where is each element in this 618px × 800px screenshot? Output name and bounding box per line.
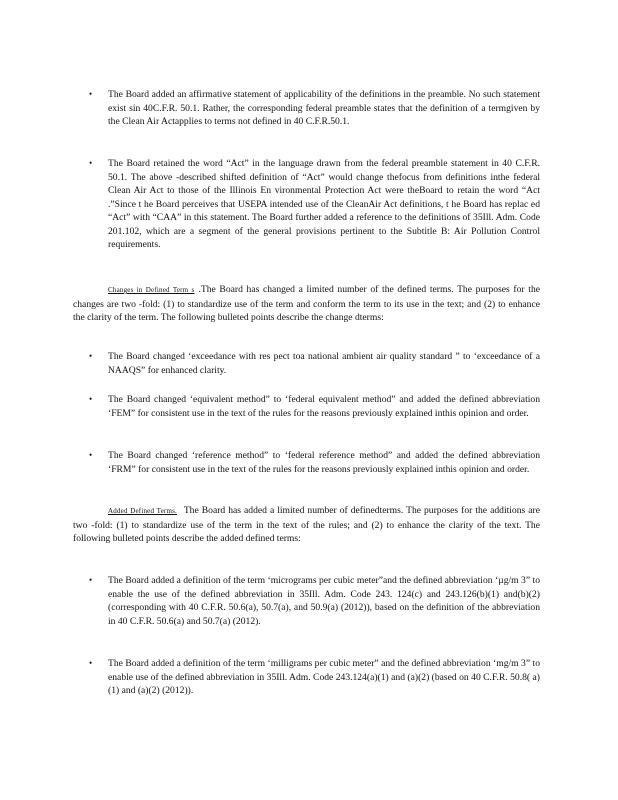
section-body: The Board has added a limited number of definedterms. The purposes for the additions are two -fold: (1) to standardize use of the term in the text of the rules; and (2) to enhance the clarity of the text. The following bulleted points describe the added defined terms:: [73, 505, 540, 544]
bullet-text: The Board changed ‘equivalent method” to ‘federal equivalent method” and added the defined abbreviation ‘FEM” for consistent use in the text of the rules for the reasons previously explained inthis opinion and order.: [108, 394, 540, 419]
bullet-item: [89, 574, 540, 628]
section-added-defined-terms: [73, 504, 540, 546]
bullet-text: The Board added a definition of the term ‘micrograms per cubic meter”and the defined abbreviation ‘µg/m 3” to enable the use of the defined abbreviation in 35Ill. Adm. Code 243. 124(c) and 243.126(b)(1) and(b)(2) (corresponding with 40 C.F.R. 50.6(a), 50.7(a), and 50.9(a) (2012)), based on the definition of the abbreviation in 40 C.F.R. 50.6(a) and 50.7(a) (2012).: [108, 575, 540, 627]
bullet-text: The Board added an affirmative statement of applicability of the definitions in the preamble. No such statement exist sin 40C.F.R. 50.1. Rather, the corresponding federal preamble states that the definition of a termgiven by the Clean Air Actapplies to terms not defined in 40 C.F.R.50.1.: [108, 89, 540, 127]
bullet-item: [89, 657, 540, 698]
bullet-dot: •: [89, 89, 93, 99]
bullet-text: The Board added a definition of the term ‘milligrams per cubic meter” and the defined abbreviation ‘mg/m 3” to enable use of the defined abbreviation in 35Ill. Adm. Code 243.124(a)(1) and (a)(2) (based on 40 C.F.R. 50.8( a)(1) and (a)(2) (2012)).: [108, 658, 540, 696]
bullet-item: [89, 393, 540, 420]
bullet-dot: •: [89, 394, 93, 404]
bullet-text: The Board changed ‘exceedance with res pect toa national ambient air quality standard ” to ‘exceedance of a NAAQS” for enhanced clarity.: [108, 351, 540, 376]
section-heading: Changes in Defined Term s: [108, 286, 195, 294]
section-changes-in-defined-terms: [73, 283, 540, 325]
bullet-dot: •: [89, 351, 93, 361]
bullet-item: [89, 350, 540, 377]
section-heading: Added Defined Terms.: [108, 507, 177, 515]
bullet-item: [89, 157, 540, 252]
section-body: .The Board has changed a limited number of the defined terms. The purposes for the changes are two -fold: (1) to standardize use of the term and conform the term to its use in the text; and (2) to enhance the clarity of the term. The following bulleted points describe the change dterms:: [73, 284, 541, 323]
bullet-dot: •: [89, 575, 93, 585]
bullet-dot: •: [89, 450, 93, 460]
bullet-dot: •: [89, 658, 93, 668]
bullet-dot: •: [89, 158, 93, 168]
bullet-text: The Board changed ‘reference method” to ‘federal reference method” and added the defined abbreviation ‘FRM” for consistent use in the text of the rules for the reasons previously explained inthis opinion and order.: [108, 450, 540, 475]
bullet-item: [89, 449, 540, 476]
bullet-item: [89, 88, 540, 129]
bullet-text: The Board retained the word “Act” in the language drawn from the federal preamble statement in 40 C.F.R. 50.1. The above -described shifted definition of “Act” would change thefocus from definitions inthe federal Clean Air Act to those of the Illinois En vironmental Protection Act were theBoard to retain the word “Act .”Since t he Board perceives that USEPA intended use of the CleanAir Act definitions, t he Board has replac ed “Act” with “CAA” in this statement. The Board further added a reference to the definitions of 35Ill. Adm. Code 201.102, which are a segment of the general provisions pertinent to the Subtitle B: Air Pollution Control requirements.: [108, 158, 540, 250]
